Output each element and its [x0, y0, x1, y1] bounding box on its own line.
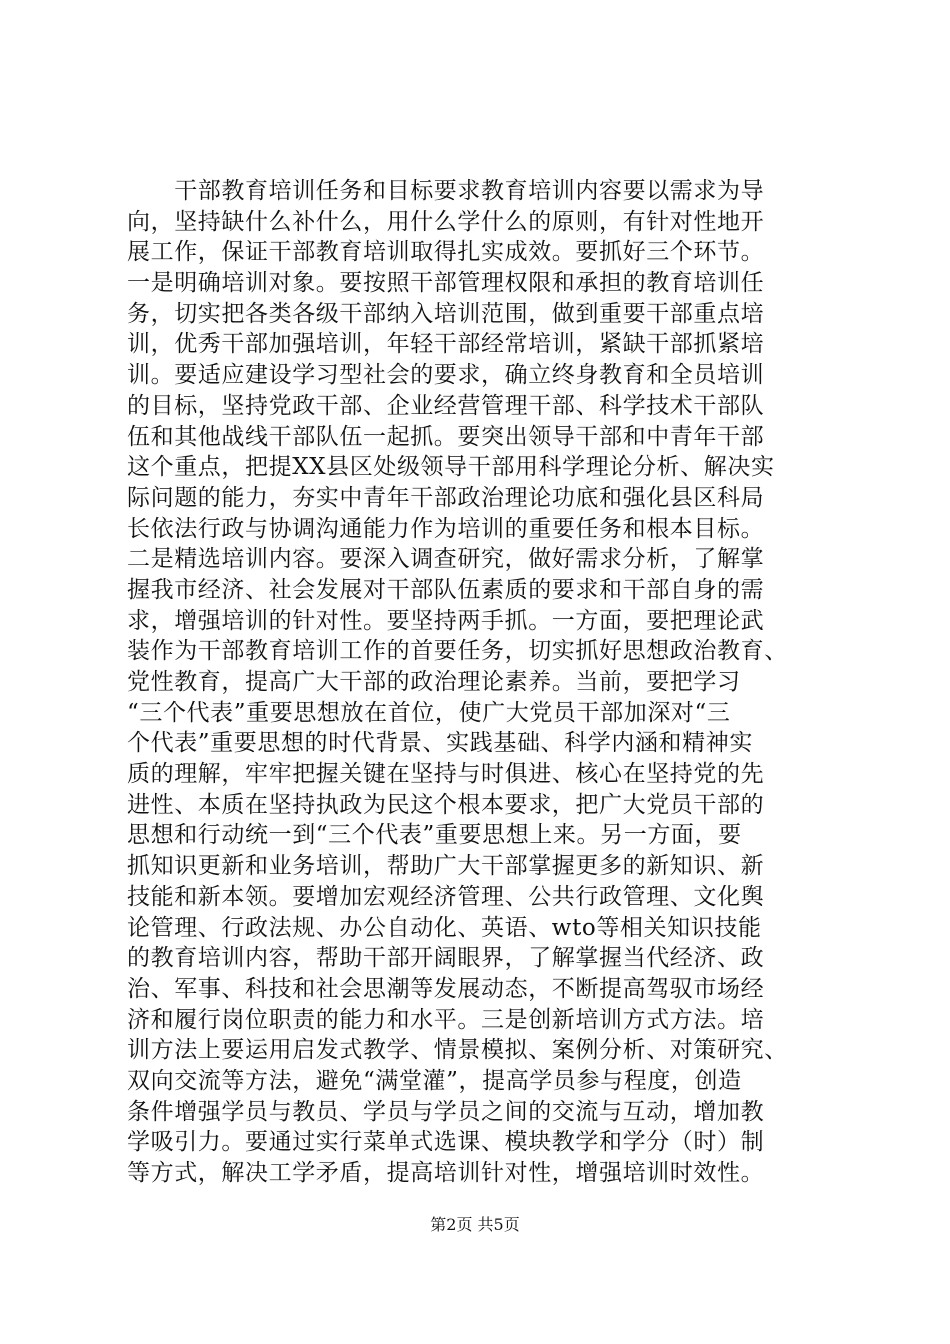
text-line: 长依法行政与协调沟通能力作为培训的重要任务和根本目标。 — [127, 515, 765, 542]
text-line: 治、军事、科技和社会思潮等发展动态，不断提高驾驭市场经 — [127, 975, 765, 1002]
body-paragraph — [127, 176, 839, 1189]
text-line: 等方式，解决工学矛盾，提高培训针对性，增强培训时效性。 — [127, 1160, 765, 1186]
text-line: 务，切实把各类各级干部纳入培训范围，做到重要干部重点培 — [127, 300, 765, 327]
text-line: 质的理解，牢牢把握关键在坚持与时俱进、核心在坚持党的先 — [127, 761, 765, 788]
text-line: 一是明确培训对象。要按照干部管理权限和承担的教育培训任 — [127, 270, 765, 297]
text-line: 这个重点，把提XX县区处级领导干部用科学理论分析、解决实 — [127, 454, 775, 481]
text-line: 装作为干部教育培训工作的首要任务，切实抓好思想政治教育、 — [127, 638, 788, 665]
text-line: 抓知识更新和业务培训，帮助广大干部掌握更多的新知识、新 — [127, 853, 765, 880]
text-line: 求，增强培训的针对性。要坚持两手抓。一方面，要把理论武 — [127, 607, 765, 634]
text-line: “三个代表”重要思想放在首位，使广大党员干部加深对“三 — [127, 699, 731, 726]
text-line: 的教育培训内容，帮助干部开阔眼界，了解掌握当代经济、政 — [127, 945, 765, 972]
text-line: 学吸引力。要通过实行菜单式选课、模块教学和学分（时）制 — [127, 1129, 765, 1156]
text-line: 训方法上要运用启发式教学、情景模拟、案例分析、对策研究、 — [127, 1037, 788, 1064]
text-line: 握我市经济、社会发展对干部队伍素质的要求和干部自身的需 — [127, 576, 765, 603]
text-line: 论管理、行政法规、办公自动化、英语、wto等相关知识技能 — [127, 914, 762, 941]
text-line: 展工作，保证干部教育培训取得扎实成效。要抓好三个环节。 — [127, 239, 765, 266]
text-line: 际问题的能力，夯实中青年干部政治理论功底和强化县区科局 — [127, 484, 765, 511]
text-line: 进性、本质在坚持执政为民这个根本要求，把广大党员干部的 — [127, 791, 765, 818]
text-line: 向，坚持缺什么补什么，用什么学什么的原则，有针对性地开 — [127, 208, 765, 235]
text-line: 双向交流等方法，避免“满堂灌”，提高学员参与程度，创造 — [127, 1067, 742, 1094]
text-line: 伍和其他战线干部队伍一起抓。要突出领导干部和中青年干部 — [127, 423, 765, 450]
text-line: 条件增强学员与教员、学员与学员之间的交流与互动，增加教 — [127, 1098, 765, 1125]
text-line: 训，优秀干部加强培训，年轻干部经常培训，紧缺干部抓紧培 — [127, 331, 765, 358]
text-line: 思想和行动统一到“三个代表”重要思想上来。另一方面，要 — [127, 822, 742, 849]
text-line: 的目标，坚持党政干部、企业经营管理干部、科学技术干部队 — [127, 392, 765, 419]
text-line: 个代表”重要思想的时代背景、实践基础、科学内涵和精神实 — [127, 730, 753, 757]
page-footer: 第2页 共5页 — [430, 1215, 520, 1234]
text-line: 济和履行岗位职责的能力和水平。三是创新培训方式方法。培 — [127, 1006, 765, 1033]
text-line: 训。要适应建设学习型社会的要求，确立终身教育和全员培训 — [127, 362, 765, 389]
text-line: 党性教育，提高广大干部的政治理论素养。当前，要把学习 — [127, 669, 741, 695]
text-line: 干部教育培训任务和目标要求教育培训内容要以需求为导 — [127, 178, 765, 204]
text-line: 二是精选培训内容。要深入调查研究，做好需求分析，了解掌 — [127, 546, 765, 573]
text-line: 技能和新本领。要增加宏观经济管理、公共行政管理、文化舆 — [127, 883, 765, 910]
